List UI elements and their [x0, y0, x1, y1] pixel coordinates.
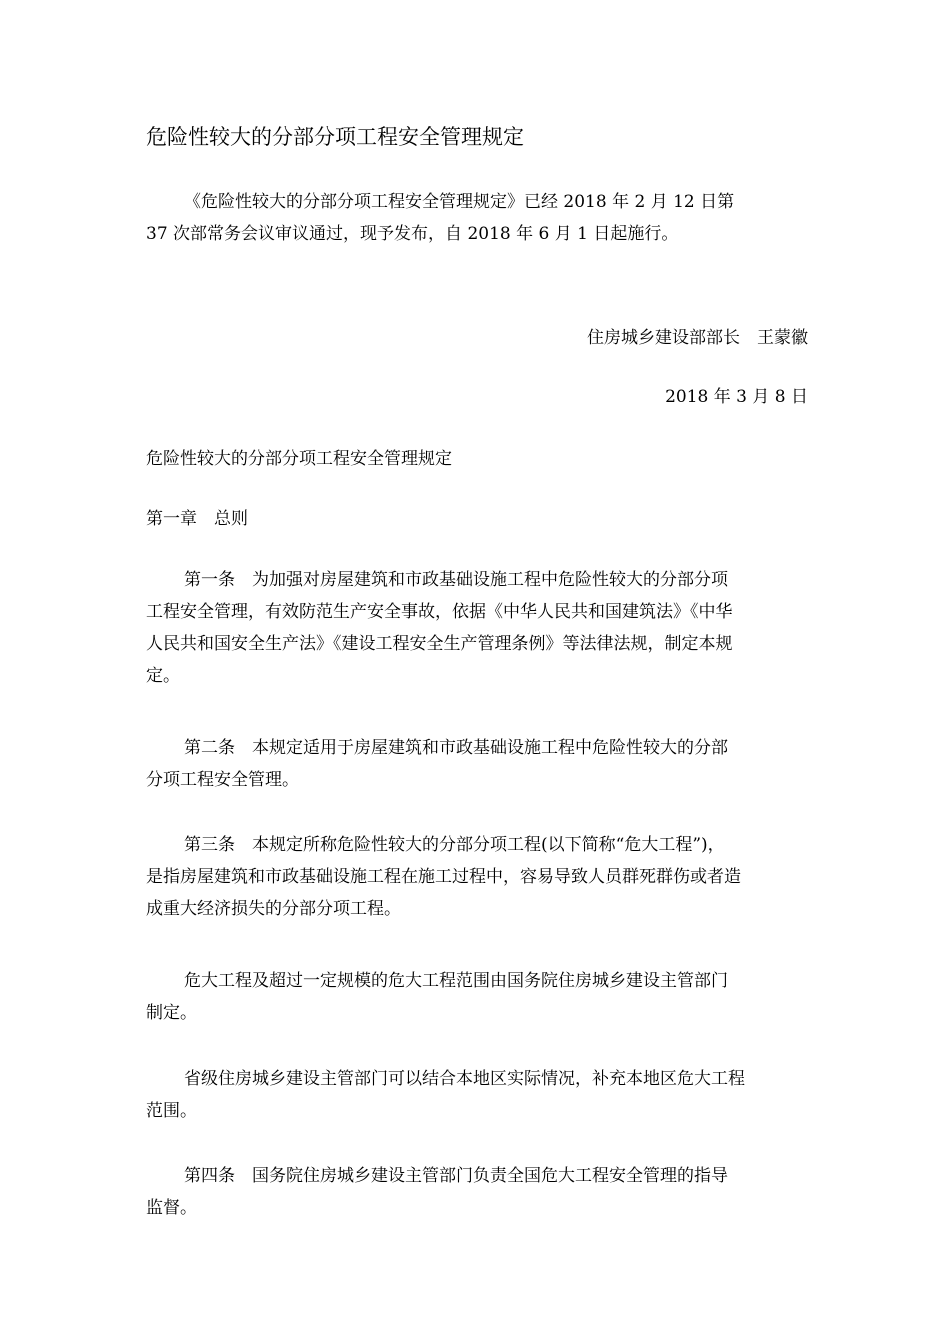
- intro-line-1: 《危险性较大的分部分项工程安全管理规定》已经 2018 年 2 月 12 日第: [184, 192, 735, 212]
- article-1-line-3: 人民共和国安全生产法》《建设工程安全生产管理条例》等法律法规，制定本规: [146, 634, 733, 654]
- article-4: [146, 1160, 808, 1224]
- article-3-line-2: 是指房屋建筑和市政基础设施工程在施工过程中，容易导致人员群死群伤或者造: [146, 867, 741, 887]
- article-1: [146, 564, 808, 692]
- article-1-line-4: 定。: [146, 666, 180, 686]
- article-4-line-2: 监督。: [146, 1198, 197, 1218]
- article-3: [146, 829, 808, 925]
- article-1-line-1: 第一条 为加强对房屋建筑和市政基础设施工程中危险性较大的分部分项: [184, 570, 728, 590]
- regulation-subtitle: 危险性较大的分部分项工程安全管理规定: [146, 449, 452, 469]
- intro-paragraph: [146, 186, 808, 250]
- paragraph-provincial: [146, 1063, 808, 1127]
- article-2-line-2: 分项工程安全管理。: [146, 770, 299, 790]
- article-1-line-2: 工程安全管理，有效防范生产安全事故，依据《中华人民共和国建筑法》《中华: [146, 602, 733, 622]
- signatory-line: 住房城乡建设部部长 王蒙徽: [587, 328, 808, 348]
- paragraph-provincial-line-1: 省级住房城乡建设主管部门可以结合本地区实际情况，补充本地区危大工程: [184, 1069, 745, 1089]
- issue-date: 2018 年 3 月 8 日: [665, 387, 808, 407]
- chapter-heading: 第一章 总则: [146, 509, 248, 529]
- article-4-line-1: 第四条 国务院住房城乡建设主管部门负责全国危大工程安全管理的指导: [184, 1166, 728, 1186]
- paragraph-provincial-line-2: 范围。: [146, 1101, 197, 1121]
- article-2: [146, 732, 808, 796]
- document-title: 危险性较大的分部分项工程安全管理规定: [146, 125, 524, 149]
- paragraph-scope-line-1: 危大工程及超过一定规模的危大工程范围由国务院住房城乡建设主管部门: [184, 971, 728, 991]
- paragraph-scope: [146, 965, 808, 1029]
- paragraph-scope-line-2: 制定。: [146, 1003, 197, 1023]
- article-3-line-1: 第三条 本规定所称危险性较大的分部分项工程(以下简称“危大工程”)，: [184, 835, 725, 855]
- article-3-line-3: 成重大经济损失的分部分项工程。: [146, 899, 401, 919]
- intro-line-2: 37 次部常务会议审议通过，现予发布，自 2018 年 6 月 1 日起施行。: [146, 224, 679, 244]
- article-2-line-1: 第二条 本规定适用于房屋建筑和市政基础设施工程中危险性较大的分部: [184, 738, 728, 758]
